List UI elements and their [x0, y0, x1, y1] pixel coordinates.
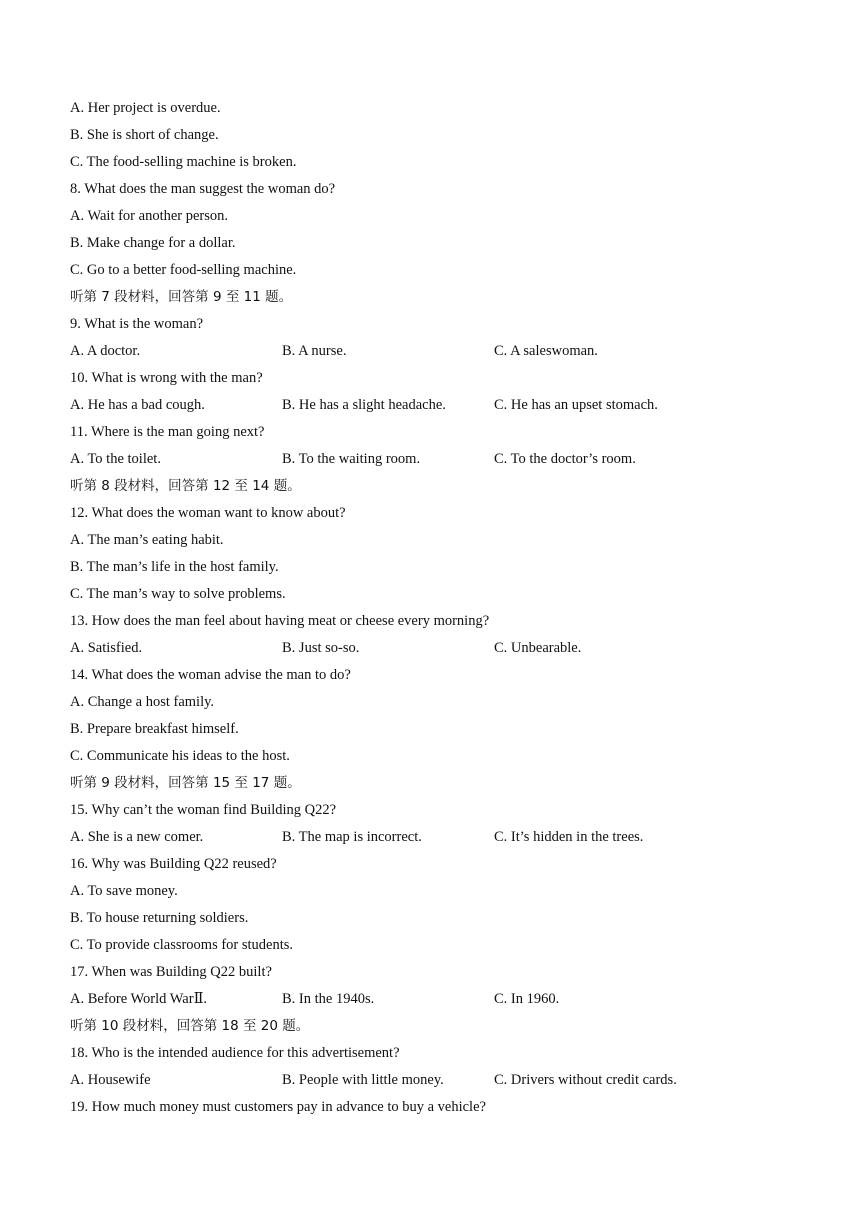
option-c: C. He has an upset stomach. — [494, 397, 658, 413]
question-text: 16. Why was Building Q22 reused? — [70, 856, 277, 872]
answer-option: C. The food-selling machine is broken. — [70, 154, 297, 170]
option-c: C. It’s hidden in the trees. — [494, 829, 644, 845]
option-a: A. He has a bad cough. — [70, 397, 205, 413]
option-b: B. In the 1940s. — [282, 991, 375, 1007]
option-a: A. Before World WarⅡ. — [70, 991, 208, 1007]
options-row — [70, 338, 790, 365]
question-text: 17. When was Building Q22 built? — [70, 964, 272, 980]
option-c: C. Unbearable. — [494, 640, 582, 656]
option-c: C. To the doctor’s room. — [494, 451, 636, 467]
section-instruction: 听第 8 段材料，回答第 12 至 14 题。 — [70, 478, 301, 494]
question-text: 11. Where is the man going next? — [70, 424, 265, 440]
answer-option: C. Go to a better food-selling machine. — [70, 262, 297, 278]
option-b: B. The map is incorrect. — [282, 829, 422, 845]
question-text: 10. What is wrong with the man? — [70, 370, 263, 386]
option-a: A. Housewife — [70, 1072, 151, 1088]
option-b: B. To the waiting room. — [282, 451, 421, 467]
question-text: 13. How does the man feel about having meat or cheese every morning? — [70, 613, 490, 629]
question-text: 9. What is the woman? — [70, 316, 204, 332]
option-b: B. He has a slight headache. — [282, 397, 446, 413]
options-row — [70, 635, 790, 662]
answer-option: B. Make change for a dollar. — [70, 235, 236, 251]
option-a: A. To the toilet. — [70, 451, 161, 467]
question-text: 15. Why can’t the woman find Building Q22? — [70, 802, 337, 818]
option-c: C. Drivers without credit cards. — [494, 1072, 677, 1088]
question-text: 19. How much money must customers pay in advance to buy a vehicle? — [70, 1099, 486, 1115]
option-c: C. A saleswoman. — [494, 343, 598, 359]
option-b: B. A nurse. — [282, 343, 347, 359]
section-instruction: 听第 7 段材料，回答第 9 至 11 题。 — [70, 289, 293, 305]
options-row — [70, 392, 790, 419]
option-b: B. Just so-so. — [282, 640, 360, 656]
question-text: 14. What does the woman advise the man to do? — [70, 667, 351, 683]
question-text: 8. What does the man suggest the woman do? — [70, 181, 336, 197]
options-row — [70, 986, 790, 1013]
answer-option: B. Prepare breakfast himself. — [70, 721, 239, 737]
option-a: A. Satisfied. — [70, 640, 143, 656]
answer-option: B. To house returning soldiers. — [70, 910, 249, 926]
option-a: A. A doctor. — [70, 343, 141, 359]
question-text: 12. What does the woman want to know about? — [70, 505, 346, 521]
answer-option: C. The man’s way to solve problems. — [70, 586, 286, 602]
answer-option: A. The man’s eating habit. — [70, 532, 224, 548]
answer-option: A. To save money. — [70, 883, 178, 899]
question-text: 18. Who is the intended audience for this advertisement? — [70, 1045, 400, 1061]
options-row — [70, 1067, 790, 1094]
answer-option: A. Wait for another person. — [70, 208, 229, 224]
section-instruction: 听第 9 段材料，回答第 15 至 17 题。 — [70, 775, 301, 791]
answer-option: C. To provide classrooms for students. — [70, 937, 294, 953]
answer-option: C. Communicate his ideas to the host. — [70, 748, 290, 764]
option-a: A. She is a new comer. — [70, 829, 204, 845]
answer-option: A. Change a host family. — [70, 694, 215, 710]
options-row — [70, 446, 790, 473]
answer-option: B. The man’s life in the host family. — [70, 559, 279, 575]
exam-content — [70, 95, 790, 1121]
option-b: B. People with little money. — [282, 1072, 444, 1088]
options-row — [70, 824, 790, 851]
answer-option: B. She is short of change. — [70, 127, 219, 143]
section-instruction: 听第 10 段材料，回答第 18 至 20 题。 — [70, 1018, 310, 1034]
option-c: C. In 1960. — [494, 991, 560, 1007]
answer-option: A. Her project is overdue. — [70, 100, 221, 116]
